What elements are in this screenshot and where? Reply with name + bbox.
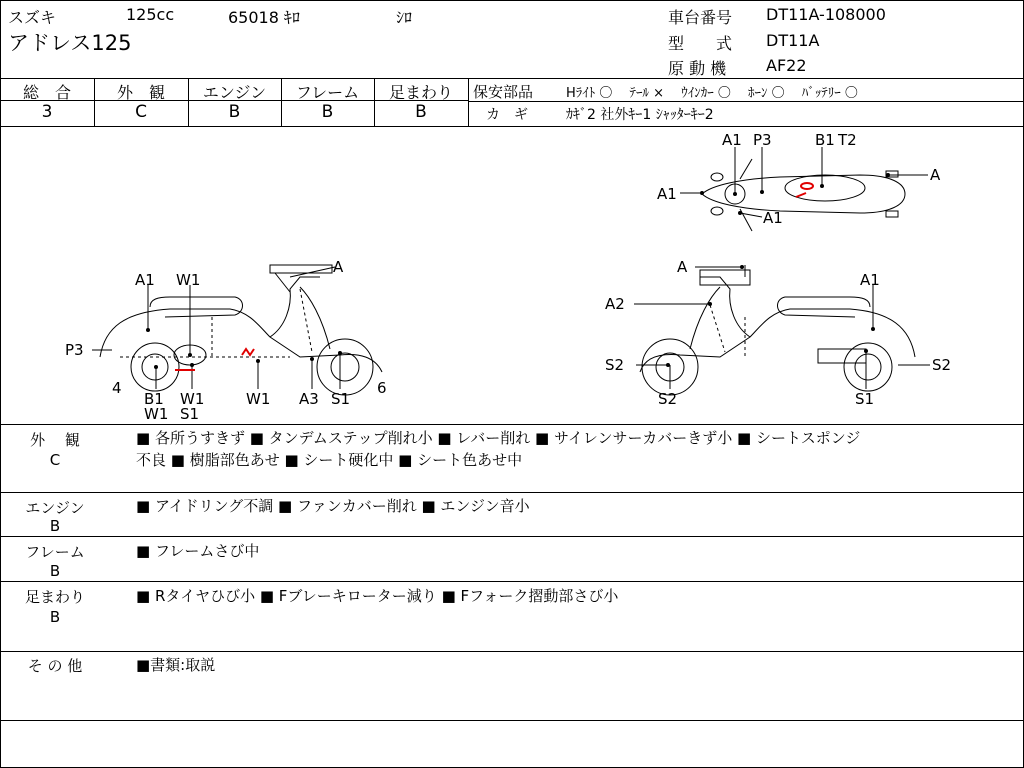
divider: [468, 78, 469, 126]
divider: [0, 720, 1024, 721]
remark-text-other: ■書類:取説: [136, 656, 216, 674]
top-label: B1: [815, 131, 835, 149]
frame-no: DT11A-108000: [766, 5, 886, 24]
left-label: S1: [180, 405, 200, 423]
top-label: A1: [763, 209, 783, 227]
type-value: DT11A: [766, 31, 820, 50]
color: ｼﾛ: [396, 8, 413, 27]
right-label: S2: [605, 356, 625, 374]
right-label: S2: [932, 356, 952, 374]
remark-label-exterior: 外 観: [30, 431, 80, 449]
grade-header-engine: エンジン: [202, 83, 267, 102]
right-label: A: [677, 258, 688, 276]
left-label: W1: [176, 271, 201, 289]
grade-header-exterior: 外 観: [116, 83, 165, 102]
engine-value: AF22: [766, 56, 807, 75]
left-label: W1: [246, 390, 271, 408]
grade-header-overall: 総 合: [22, 83, 71, 102]
type-label: 型 式: [668, 34, 733, 53]
safety-label: 保安部品: [473, 83, 534, 101]
left-label: W1: [144, 405, 169, 423]
left-label: A: [333, 258, 344, 276]
remark-label-suspension: 足まわり: [24, 588, 85, 606]
marker-dots: [146, 173, 890, 369]
divider: [0, 581, 1024, 582]
grade-engine: B: [228, 102, 241, 122]
remark-grade-suspension: B: [49, 608, 61, 626]
mileage: 65018 ｷﾛ: [228, 8, 300, 27]
divider: [468, 101, 1024, 102]
remark-text-frame: ■ フレームさび中: [136, 542, 260, 560]
grade-suspension: B: [415, 102, 427, 122]
remark-text-suspension: ■ Rタイヤひび小 ■ Fブレーキローター減り ■ Fフォーク摺動部さび小: [136, 587, 619, 605]
top-label: A1: [722, 131, 742, 149]
left-label: A1: [135, 271, 155, 289]
grade-overall: 3: [41, 102, 53, 122]
right-label: A1: [860, 271, 880, 289]
key-label: カ ギ: [486, 107, 528, 123]
damage-diagram: [0, 127, 1024, 423]
remark-text-exterior-2: 不良 ■ 樹脂部色あせ ■ シート硬化中 ■ シート色あせ中: [136, 451, 523, 469]
top-label: A1: [657, 185, 677, 203]
divider: [0, 651, 1024, 652]
divider: [0, 78, 1024, 79]
grade-header-frame: フレーム: [295, 83, 360, 102]
remark-grade-exterior: C: [49, 451, 61, 469]
model-name: アドレス125: [8, 31, 132, 55]
divider: [0, 492, 1024, 493]
left-label: A3: [299, 390, 319, 408]
remark-label-other: そ の 他: [27, 657, 83, 675]
left-label: 4: [112, 379, 122, 397]
remark-grade-frame: B: [49, 562, 61, 580]
left-label: B1: [144, 390, 164, 408]
key-info: ｶｷﾞ2 社外ｷｰ1 ｼｬｯﾀｰｷｰ2: [566, 107, 714, 123]
grade-header-suspension: 足まわり: [388, 83, 453, 102]
remark-label-engine: エンジン: [25, 499, 85, 517]
displacement: 125cc: [126, 5, 175, 24]
top-label: T2: [838, 131, 857, 149]
engine-label: 原 動 機: [668, 59, 727, 78]
grade-frame: B: [321, 102, 334, 122]
maker: スズキ: [8, 8, 57, 27]
remark-text-engine: ■ アイドリング不調 ■ ファンカバー削れ ■ エンジン音小: [136, 497, 530, 515]
remark-label-frame: フレーム: [25, 543, 85, 561]
right-label: A2: [605, 295, 625, 313]
top-label: A: [930, 166, 941, 184]
left-label: S1: [331, 390, 351, 408]
right-label: S2: [658, 390, 678, 408]
divider: [0, 536, 1024, 537]
left-label: W1: [180, 390, 205, 408]
right-label: S1: [855, 390, 875, 408]
left-label: P3: [65, 341, 84, 359]
remark-grade-engine: B: [49, 517, 61, 535]
left-label: 6: [377, 379, 387, 397]
remark-text-exterior: ■ 各所うすきず ■ タンデムステップ削れ小 ■ レバー削れ ■ サイレンサーカバーきず小 ■ シートスポンジ: [136, 429, 861, 447]
safety-items: Hﾗｲﾄ 〇 ﾃｰﾙ × ｳｲﾝｶｰ 〇 ﾎｰﾝ 〇 ﾊﾞｯﾃﾘｰ 〇: [566, 86, 858, 101]
grade-exterior: C: [135, 102, 147, 122]
top-label: P3: [753, 131, 772, 149]
frame-no-label: 車台番号: [668, 8, 733, 27]
divider: [0, 424, 1024, 425]
